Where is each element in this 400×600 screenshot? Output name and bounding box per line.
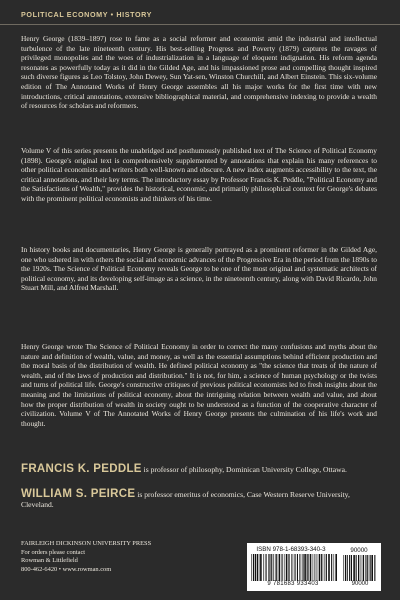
barcode-bar: [371, 555, 373, 581]
barcode-bar: [358, 555, 359, 581]
author-bio-text: is professor of philosophy, Dominican University College, Ottawa.: [141, 465, 347, 474]
isbn-text: ISBN 978-1-68393-340-3: [256, 546, 326, 553]
barcode-bar: [301, 554, 302, 581]
publisher-name: FAIRLEIGH DICKINSON UNIVERSITY PRESS: [21, 540, 152, 547]
header-divider: [0, 24, 400, 25]
barcode-panel: [247, 543, 381, 591]
barcode-bar: [321, 554, 322, 581]
subject-line: POLITICAL ECONOMY • HISTORY: [21, 10, 153, 19]
barcode-bar: [282, 554, 283, 581]
barcode-bar: [343, 555, 344, 581]
barcode-bar: [363, 555, 364, 581]
barcode-bar: [255, 554, 257, 581]
addon-digits: 90000: [351, 581, 369, 587]
barcode-bar: [260, 554, 262, 581]
barcode-bar: [351, 555, 352, 581]
barcode-bar: [251, 554, 252, 581]
barcode-bar: [331, 554, 332, 581]
barcode-bar: [263, 554, 264, 581]
barcode-bar: [304, 554, 306, 581]
barcode-bar: [257, 554, 258, 581]
barcode-bar: [273, 554, 274, 581]
barcode-bar: [276, 554, 277, 581]
barcode-bar: [266, 554, 267, 581]
barcode-bar: [286, 554, 288, 581]
barcode-bar: [345, 555, 346, 581]
barcode-bar: [307, 554, 308, 581]
barcode-bar: [310, 554, 312, 581]
barcode-bar: [356, 555, 357, 581]
price-code-text: 90000: [350, 547, 368, 554]
barcode-bar: [323, 554, 324, 581]
barcode-bar: [289, 554, 290, 581]
barcode-bar: [291, 554, 292, 581]
barcode-bar: [288, 554, 289, 581]
author-name: FRANCIS K. PEDDLE: [21, 463, 142, 475]
barcode-bar: [328, 554, 330, 581]
barcode-bar: [275, 554, 276, 581]
addon-barcode: [343, 555, 377, 581]
barcode-bar: [334, 554, 335, 581]
contact-line: 800-462-6420 • www.rowman.com: [21, 565, 112, 573]
publisher-block: [21, 540, 151, 574]
barcode-bar: [318, 554, 319, 581]
barcode-bar: [365, 555, 366, 581]
barcode-digits: 9 781683 933403: [267, 581, 319, 587]
barcode-bar: [295, 554, 296, 581]
barcode-bar: [253, 554, 254, 581]
barcode-bar: [271, 554, 272, 581]
author-bio-text: is professor emeritus of economics, Case Western Reserve University, Cleveland.: [21, 490, 350, 509]
barcode-bar: [284, 554, 285, 581]
barcode-bar: [279, 554, 281, 581]
barcode-bar: [259, 554, 260, 581]
barcode-bar: [362, 555, 363, 581]
author-bio-peddle: [21, 465, 377, 475]
distributor-name: Rowman & Littlefield: [21, 557, 78, 565]
barcode-bar: [315, 554, 316, 581]
barcode-bar: [297, 554, 298, 581]
barcode-bar: [370, 555, 371, 581]
barcode-bar: [313, 554, 314, 581]
description-paragraph-3: In history books and documentaries, Henry George is generally portrayed as a prominent reformer in the Gilded Age, one who ushered in with others the social and economic advances of the Progressive Era in the period from the 1890s to the 1920s. The Science of Political Economy reveals George to be one of the most original and systematic architects of political economy, and its developing self-image as a science, in the nineteenth century, along with David Ricardo, John Stuart Mill, and Alfred Marshall.: [21, 245, 377, 293]
barcode-bar: [335, 554, 337, 581]
barcode-bar: [269, 554, 270, 581]
author-name: WILLIAM S. PEIRCE: [21, 488, 136, 500]
barcode-bar: [265, 554, 266, 581]
barcode-bar: [360, 555, 361, 581]
barcode-bar: [268, 554, 269, 581]
barcode-bar: [319, 554, 320, 581]
orders-line: For orders please contact: [21, 548, 86, 556]
barcode-bar: [308, 554, 309, 581]
barcode-bar: [347, 555, 348, 581]
barcode-bar: [353, 555, 355, 581]
barcode-bar: [299, 554, 300, 581]
barcode-bar: [325, 554, 326, 581]
barcode-bar: [326, 554, 327, 581]
author-bio-peirce: [21, 490, 377, 509]
description-paragraph-2: Volume V of this series presents the unabridged and posthumously published text of The Science of Political Economy (1898). George's original text is comprehensively supplemented by annotations that explain his many references to other political economists and writers both well-known and obscure. A new index augments accessibility to the text, the critical annotations, and their key terms. The introductory essay by Professor Francis K. Peddle, "Political Economy and the Satisfactions of Wealth," provides the historical, economic, and primarily philosophical context for George's debates with the prominent political economists and thinkers of his time.: [21, 146, 377, 203]
ean-barcode: [251, 554, 337, 581]
barcode-bar: [374, 555, 375, 581]
barcode-bar: [316, 554, 317, 581]
description-paragraph-1: Henry George (1839–1897) rose to fame as a social reformer and economist amid the industrial and intellectual turbulence of the late nineteenth century. His best-selling Progress and Poverty (1879) captures the ravages of privileged monopolies and the woes of industrialization in a language of eloquent indignation. His reform agenda resonates as powerfully today as it did in the Gilded Age, and his impassioned prose and compelling thought inspired such diverse figures as Leo Tolstoy, John Dewey, Sun Yat-sen, Winston Churchill, and Albert Einstein. This six-volume edition of The Annotated Works of Henry George assembles all his major works for the first time with new introductions, critical annotations, extensive bibliographical material, and comprehensive indexing to provide a wealth of resources for scholars and reformers.: [21, 34, 377, 111]
barcode-bar: [349, 555, 350, 581]
barcode-bar: [367, 555, 368, 581]
description-paragraph-4: Henry George wrote The Science of Political Economy in order to correct the many confusions and myths about the nature and definition of wealth, value, and money, as well as the essential assumptions behind efficient production and the moral basis of the distribution of wealth. He defined political economy as "the science that treats of the nature of wealth, and of the laws of production and distribution." It is not, for him, a science of human psychology or the twists and turns of political life. George's constructive critiques of previous political economists led to fresh insights about the meaning and the limitations of political economy, about the intriguing relation between wealth and value, and about how the proper distribution of wealth in society ought to be understood as a function of the cooperative character of civilization. Volume V of The Annotated Works of Henry George presents the culmination of his life's work and thought.: [21, 342, 377, 428]
barcode-bar: [303, 554, 304, 581]
barcode-bar: [293, 554, 294, 581]
